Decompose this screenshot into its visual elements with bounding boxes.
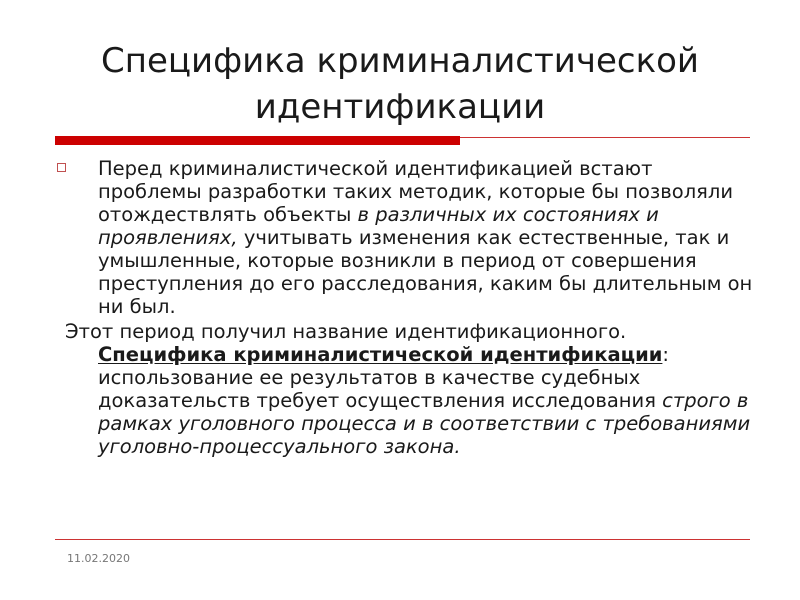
slide-title: Специфика криминалистической идентификации	[100, 41, 700, 127]
bullet-text-part-1: Перед криминалистической идентификацией встают проблемы разработки таких методик, которые бы позволяли отождествлять объекты	[98, 157, 734, 226]
period-sentence: Этот период получил название идентификационного.	[65, 320, 627, 343]
footer-divider-line	[55, 539, 750, 540]
definition-paragraph	[55, 320, 755, 458]
definition-text-part-1: : использование ее результатов в качестве судебных доказательств требует осуществления исследования	[98, 343, 669, 412]
square-bullet-icon	[57, 163, 66, 172]
bullet-text-part-2: учитывать изменения как естественные, так и умышленные, которые возникли в период от совершения преступления до его расследования, каким бы длительным он ни был.	[98, 226, 753, 318]
specificity-term: Специфика криминалистической идентификации	[98, 343, 663, 366]
bullet-item	[55, 157, 755, 318]
definition-text-italic: строго в рамках уголовного процесса и в соответствии с требованиями уголовно-процессуального закона.	[98, 389, 751, 458]
definition-text	[65, 343, 755, 458]
slide-body	[55, 157, 755, 458]
slide-date: 11.02.2020	[67, 552, 130, 565]
bullet-text-italic: в различных их состояниях и проявлениях,	[98, 203, 659, 249]
title-accent-bar	[55, 136, 460, 145]
